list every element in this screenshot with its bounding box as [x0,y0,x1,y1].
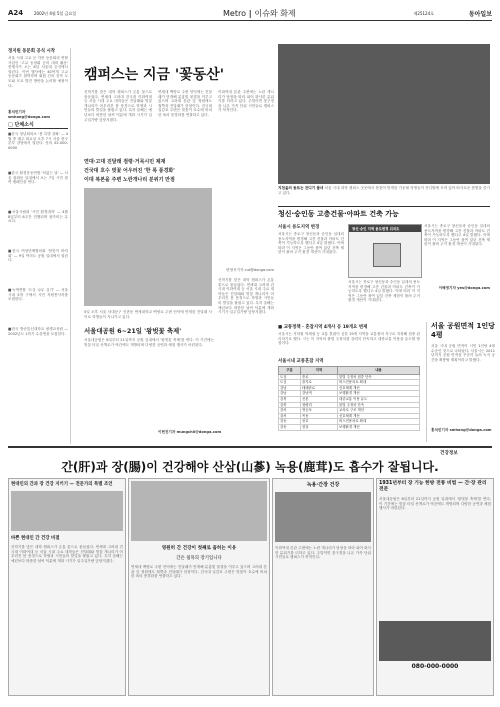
notice-item: ■한국 청년회의소 '봄 특별 강좌' — 4월 중 매주 화요일 오후 7시 서울 중구 본부 강당에서 열린다. 문의 02-000-0000 [8,132,68,150]
section-title: Metro | 이슈와 화제 [223,9,296,18]
ad-mid-image [275,492,371,542]
festival-body-cont: 신학기를 맞은 대학 캠퍼스가 온통 꽃으로 물들었다. 연세대 고려대 건국대 이화여대 등 서울 시내 주요 대학들은 진달래와 벚꽃 개나리가 어우러진 봄 풍경으로 학생과 시민들의 발길을 붙잡고 있다. 특히 올해는 예년보다 따뜻한 날씨 덕분에 개화 시기가 일주일가량 앞당겨졌다. [218,278,274,315]
map-label: 창신·숭인 지역 용도변경 위치도 [349,225,421,232]
subhead-3: 이대 복본을 주변 노란개나리 분위기 만점 [84,177,175,183]
table-cell: 도심 [279,380,301,386]
festival-body: 서울대공원은 6일부터 21일까지 공원 일대에서 '왕벚꽃 축제'를 연다. 이 기간에는 벚꽃 터널 산책로가 야간에도 개방되며 다양한 공연과 체험 행사가 마련된다. [84,338,214,347]
ad-center-body: 연세대 백양로 주변 언덕에는 진달래가 만개해 분홍빛 물결을 이루고 있으며 고려대 본관 앞 정원에도 철쭉과 진달래가 한창이다. 건국대 일감호 주변은 벚꽃이 호수에 비쳐 한 폭의 풍경화를 연출하고 있다. [131,565,267,579]
park-box [426,322,495,442]
table-header-cell: 지역 [300,367,337,375]
photo-students-lawn [278,44,490,184]
table-cell: 불법 주정차 단속 [337,402,419,408]
ad-left-panel [8,478,126,696]
ad-label: 건강정보 [440,451,458,456]
ad-divider [8,446,492,448]
table-cell: 종로 [300,374,337,380]
traffic-table-title: 서울시내 교통혼잡 지역 [278,359,324,364]
table-row [279,424,420,430]
table-cell: 도심 [279,374,301,380]
item-byline: 홍석민기자 smhong@donga.com [8,110,50,119]
map-zone [373,243,401,267]
table-cell: 강동 [279,424,301,430]
construction-headline: 청신·숭인동 고층건물·아파트 건축 가능 [278,206,490,219]
main-body-1: 신학기를 맞은 대학 캠퍼스가 온통 꽃으로 물들었다. 연세대 고려대 건국대 이화여대 등 서울 시내 주요 대학들은 진달래와 벚꽃 개나리가 어우러진 봄 풍경으로 학생과 시민들의 발길을 붙잡고 있다. 특히 올해는 예년보다 따뜻한 날씨 덕분에 개화 시기가 일주일가량 앞당겨졌다. [84,90,152,122]
traffic-icon: ■ [278,325,283,330]
table-cell: 보행환경 개선 [337,424,419,430]
park-headline: 서울 공원면적 1인당 4평 [431,322,495,339]
ad-phone: 080-000-0000 [411,663,459,670]
ad-product-image [131,481,267,541]
notice-box-title: □ 단체소식 [8,121,68,129]
ad-center-title: 영원히 간 건강이 첫째로 꼽히는 이유 [161,546,237,551]
construction-subhead: 서울시 용도지역 변경 [278,225,320,230]
construction-byline: 이해영기자 yes@donga.com [438,286,490,290]
ad-mid-title: 녹용·간장 건강 [306,482,340,488]
photo-campus-azaleas [84,188,212,306]
notice-list [8,132,68,363]
table-cell: 버스전용차로 확대 [337,419,419,425]
table-cell: 테헤란로 [300,385,337,391]
traffic-table [278,366,420,431]
page-number: A24 [8,9,24,17]
notice-icon: □ [8,122,13,128]
ad-right-title: 1931년부터 장 기능 한방 전통 비법 — 간·장 관리 전문 [379,481,487,492]
ad-right-body: 서울대공원은 6일부터 21일까지 공원 일대에서 '왕벚꽃 축제'를 연다. 이 기간에는 벚꽃 터널 산책로가 야간에도 개방되며 다양한 공연과 체험 행사가 마련된다. [379,497,491,511]
ad-center-panel [128,478,270,696]
table-cell: 강북 [279,402,301,408]
table-cell: 교차로 구조 개선 [337,408,419,414]
table-cell: 신호체계 개선 [337,385,419,391]
ad-left-body: 신학기를 맞은 대학 캠퍼스가 온통 꽃으로 물들었다. 연세대 고려대 건국대 이화여대 등 서울 시내 주요 대학들은 진달래와 벚꽃 개나리가 어우러진 봄 풍경으로 학생과 시민들의 발길을 붙잡고 있다. 특히 올해는 예년보다 따뜻한 날씨 덕분에 개화 시기가 일주일가량 앞당겨졌다. [11,545,123,563]
subhead-1: 연대·고대 진달래 점령·거목시민 제재 [84,159,166,165]
main-body-3: 이화여대 본관 주변에는 노란 개나리가 담장을 따라 피어 화사한 분위기를 더하고 있다. 주말이면 꽃구경을 나온 가족 단위 시민들로 캠퍼스가 북적인다. [218,90,274,113]
construction-body-cont2: 서울시는 종로구 창신동과 숭인동 일대의 용도지역을 변경해 고층 건물과 아파트 건축이 가능하도록 했다고 4일 밝혔다. 이에 따라 이 지역은 그동안 묶여 있던 건축 제한이 풀려 주거 환경 개선이 기대된다. [424,224,490,247]
construction-map [348,224,422,278]
traffic-headline: ■ 교통정책 · 혼잡지역 4개사 등 19개요 변제 [278,325,368,330]
ad-left-title: 현대인의 간과 장 건강 지키기 — 전문가의 특별 조언 [11,482,113,487]
ad-headline: 간(肝)과 장(腸)이 건강해야 산삼(山蔘) 녹용(鹿茸)도 흡수가 잘됩니다. [61,460,439,474]
table-cell: 신촌 [300,396,337,402]
table-cell: 강남역 [300,391,337,397]
table-cell: 강서 [279,413,301,419]
ad-center-sub: 간은 침묵의 장기입니다 [176,556,222,561]
table-cell: 강동 [279,419,301,425]
notice-item: ■한국 여성단체협의회 '봄맞이 바자회' — 9일 여의도 공원 일대에서 열린다. [8,249,68,263]
table-cell: 불법 주정차 집중 단속 [337,374,419,380]
photo-credit: 변영욱기자 cut@donga.com [226,268,274,272]
subhead-2: 건국대 호수 벚꽃 어우러진 '한 폭 풍경화' [84,168,175,174]
table-cell: 잠실 [300,424,337,430]
left-column [8,48,71,444]
table-cell: 강남 [279,391,301,397]
notice-item: ■한국 방송통신대학교 평생교육원 — 2002년도 1학기 수강생을 모집한다. [8,327,68,336]
table-cell: 버스전용차로 확대 [337,380,419,386]
table-cell: 을지로 [300,380,337,386]
table-cell: 보행환경 개선 [337,391,419,397]
ad-right-image [379,621,491,661]
issue-date: 2002년 4월 5일 금요일 [34,11,77,16]
issue-number: 제25124호 [413,11,434,16]
table-cell: 신호체계 개선 [337,413,419,419]
main-headline: 캠퍼스는 지금 '꽃동산' [84,67,225,83]
construction-body: 서울시는 종로구 창신동과 숭인동 일대의 용도지역을 변경해 고층 건물과 아파트 건축이 가능하도록 했다고 4일 밝혔다. 이에 따라 이 지역은 그동안 묶여 있던 건축 제한이 풀려 주거 환경 개선이 기대된다. [278,232,344,255]
photo-caption-main: 5일 오후 서울 서대문구 신촌동 연세대학교 백양로 주변 언덕에 만개한 진달래 사이로 학생들이 지나가고 있다. [84,310,212,319]
table-cell: 강북 [279,396,301,402]
notice-item: ■한국 환경운동연합 '차없는 날' — 서울 광화문 일대에서 오는 7일 시민 참여 캠페인을 연다. [8,171,68,185]
table-cell: 대중교통 이용 유도 [337,396,419,402]
festival-headline: 서울대공원 6~21일 '왕벚꽃 축제' [84,327,182,335]
ad-mid-panel [272,478,374,696]
item-body: 서울 시내 고교 등 각종 동문회의 연합 사업인 '고교 동창회 등의 대외 활동' 봄행사가 오는 6일 서울대 등지에서 열린다. 이번 행사에는 40여개 고교 동문회가 참여하며 회원 간의 친목 도모와 모교 발전 방안을 논의할 예정이다. [8,56,68,88]
notice-item: ■서울시립대 '시민 환경대학' — 4월 8일부터 6주간 진행되며 참가비는 무료다. [8,210,68,224]
park-body: 서울 시내 공원 면적이 시민 1인당 4평 수준인 것으로 나타났다. 서울시는 2011년까지 공원 면적을 꾸준히 늘려 녹지 공간을 확충할 계획이라고 밝혔다. [431,344,495,362]
park-byline: 홍석민기자 smhong@donga.com [431,428,492,432]
table-cell: 목동 [300,413,337,419]
table-cell: 강서 [279,408,301,414]
table-cell: 영등포 [300,408,337,414]
main-body-2: 연세대 백양로 주변 언덕에는 진달래가 만개해 분홍빛 물결을 이루고 있으며 고려대 본관 앞 정원에도 철쭉과 진달래가 한창이다. 건국대 일감호 주변은 벚꽃이 호수에 비쳐 한 폭의 풍경화를 연출하고 있다. [158,90,212,117]
ad-left-image [11,491,123,531]
table-cell: 청량리 [300,402,337,408]
traffic-body: 서울시는 지하철 역세권 등 교통 혼잡이 심한 19개 지역을 교통정비 지구로 지정해 집중 관리하기로 했다. 시는 이 지역의 불법 주정차를 강력히 단속하고 대중교통 이용을 유도할 방침이다. [278,332,420,346]
table-header-cell: 구분 [279,367,301,375]
photo-caption-right: 지천을의 동트는 잔디기 봄녀 서울 시내 대학 캠퍼스 곳곳에서 봄꽃이 만개한 가운데 학생들이 잔디밭에 모여 앉아 따사로운 봄볕을 즐기고 있다. [278,186,490,195]
page-header [8,8,492,21]
table-cell: 강남 [279,385,301,391]
ad-right-panel [376,478,494,696]
main-byline: 이헌진기자 mungchii@donga.com [158,430,222,434]
construction-body-cont: 서울시는 종로구 창신동과 숭인동 일대의 용도지역을 변경해 고층 건물과 아파트 건축이 가능하도록 했다고 4일 밝혔다. 이에 따라 이 지역은 그동안 묶여 있던 건축 제한이 풀려 주거 환경 개선이 기대된다. [348,280,420,303]
notice-item: ■녹색연합 '도심 나무 심기' — 서울 시내 5개 구에서 시민 자원봉사자를 모집한다. [8,288,68,302]
table-cell: 천호 [300,419,337,425]
ad-left-sub: 바쁜 현대인 간 건강 비결 [11,536,60,541]
publisher-name: 동아일보 [468,11,492,18]
ad-mid-body: 이화여대 본관 주변에는 노란 개나리가 담장을 따라 피어 화사한 분위기를 더하고 있다. 주말이면 꽃구경을 나온 가족 단위 시민들로 캠퍼스가 북적인다. [275,546,371,560]
table-header-cell: 내용 [337,367,419,375]
item-title: 정지원 동문회 공식 시작 [8,49,56,54]
